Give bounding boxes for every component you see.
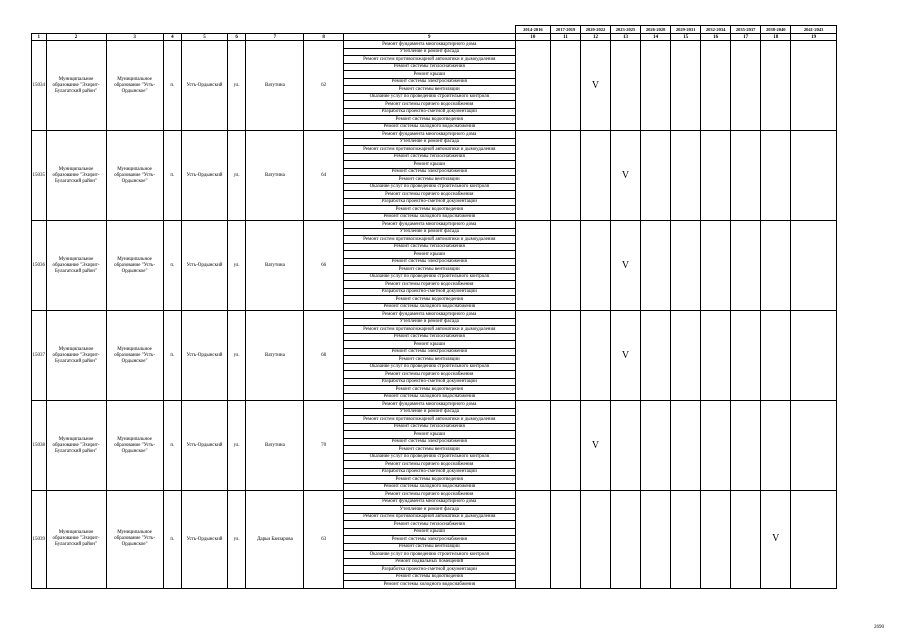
work-item: Ремонт системы электроснабжения: [343, 536, 515, 544]
building-id: 15035: [32, 131, 47, 221]
street-type-cell: ул.: [227, 221, 246, 311]
period-cell: [791, 131, 837, 221]
period-cell: [611, 491, 641, 589]
work-item: Утепление и ремонт фасада: [343, 48, 515, 56]
column-number: 3: [106, 34, 163, 41]
work-item: Ремонт системы горячего водоснабжения: [343, 281, 515, 289]
page-number: 2690: [874, 625, 884, 630]
work-item: Оказание услуг по проведению строительного контроля: [343, 453, 515, 461]
period-cell: [671, 311, 701, 401]
work-item: Ремонт фундамента многоквартирного дома: [343, 311, 515, 319]
period-cell: [701, 221, 731, 311]
street-cell: Ватутина: [246, 221, 304, 311]
period-cell: [581, 311, 611, 401]
period-cell: [791, 221, 837, 311]
period-cell: [515, 41, 550, 131]
work-item: Ремонт системы теплоснабжения: [343, 243, 515, 251]
table-row: [32, 491, 837, 499]
street-cell: Ватутина: [246, 41, 304, 131]
work-item: Ремонт системы горячего водоснабжения: [343, 101, 515, 109]
settlement-cell: Муниципальное образование "Усть-Ордынское": [106, 401, 163, 491]
work-item: Ремонт крыши: [343, 341, 515, 349]
column-number: 1: [32, 34, 47, 41]
column-number: 13: [611, 34, 641, 41]
period-cell: [701, 131, 731, 221]
work-item: Ремонт системы теплоснабжения: [343, 521, 515, 529]
column-number: 9: [343, 34, 515, 41]
period-cell: [731, 401, 761, 491]
street-type-cell: ул.: [227, 401, 246, 491]
work-item: Оказание услуг по проведению строительного контроля: [343, 93, 515, 101]
period-mark: V: [611, 131, 641, 221]
period-cell: [761, 221, 791, 311]
period-header: 2014-2016: [515, 26, 550, 34]
column-number: 18: [761, 34, 791, 41]
header-blank-cell: [246, 26, 304, 34]
period-header: 2029-2031: [671, 26, 701, 34]
settlement-cell: Муниципальное образование "Усть-Ордынское": [106, 311, 163, 401]
locality-cell: Усть-Ордынский: [182, 221, 228, 311]
settlement-cell: Муниципальное образование "Усть-Ордынское": [106, 491, 163, 589]
building-id: 15038: [32, 401, 47, 491]
municipality-cell: Муниципальное образование "Эхирит-Булагатский район": [46, 311, 106, 401]
locality-type-cell: п.: [163, 221, 182, 311]
building-id: 15039: [32, 491, 47, 589]
house-number-cell: 68: [304, 311, 343, 401]
period-cell: [791, 491, 837, 589]
period-cell: [611, 41, 641, 131]
capital-repair-schedule-sheet: [31, 25, 837, 589]
column-number: 19: [791, 34, 837, 41]
locality-type-cell: п.: [163, 41, 182, 131]
municipality-cell: Муниципальное образование "Эхирит-Булагатский район": [46, 401, 106, 491]
work-item: Ремонт системы горячего водоснабжения: [343, 491, 515, 499]
work-item: Ремонт системы вентиляции: [343, 266, 515, 274]
work-item: Ремонт систем противопожарной автоматики и дымоудаления: [343, 326, 515, 334]
locality-type-cell: п.: [163, 491, 182, 589]
house-number-cell: 63: [304, 491, 343, 589]
work-item: Ремонт системы водоотведения: [343, 573, 515, 581]
period-header: 2017-2019: [550, 26, 580, 34]
locality-cell: Усть-Ордынский: [182, 41, 228, 131]
settlement-cell: Муниципальное образование "Усть-Ордынское": [106, 221, 163, 311]
work-item: Ремонт систем противопожарной автоматики и дымоудаления: [343, 236, 515, 244]
work-item: Ремонт фундамента многоквартирного дома: [343, 401, 515, 409]
header-blank-cell: [163, 26, 182, 34]
period-cell: [550, 131, 580, 221]
period-mark: V: [581, 401, 611, 491]
work-item: Ремонт системы теплоснабжения: [343, 153, 515, 161]
work-item: Разработка проектно-сметной документации: [343, 108, 515, 116]
column-number: 5: [182, 34, 228, 41]
period-header-row: [32, 26, 837, 34]
work-item: Утепление и ремонт фасада: [343, 138, 515, 146]
street-cell: Дарьи Банзарова: [246, 491, 304, 589]
work-item: Разработка проектно-сметной документации: [343, 288, 515, 296]
work-item: Ремонт системы горячего водоснабжения: [343, 371, 515, 379]
period-cell: [515, 491, 550, 589]
schedule-table: [31, 25, 837, 589]
work-item: Ремонт систем противопожарной автоматики и дымоудаления: [343, 513, 515, 521]
period-cell: [791, 41, 837, 131]
period-cell: [550, 311, 580, 401]
period-header: 2032-2034: [701, 26, 731, 34]
work-item: Ремонт систем противопожарной автоматики и дымоудаления: [343, 56, 515, 64]
period-cell: [701, 491, 731, 589]
work-item: Ремонт системы холодного водоснабжения: [343, 581, 515, 589]
work-item: Ремонт фундамента многоквартирного дома: [343, 498, 515, 506]
period-mark: V: [611, 221, 641, 311]
period-header: 2038-2040: [761, 26, 791, 34]
work-item: Ремонт крыши: [343, 161, 515, 169]
column-number: 17: [731, 34, 761, 41]
period-cell: [515, 401, 550, 491]
period-cell: [761, 401, 791, 491]
street-cell: Ватутина: [246, 131, 304, 221]
period-cell: [581, 221, 611, 311]
column-number: 7: [246, 34, 304, 41]
period-mark: V: [611, 311, 641, 401]
work-item: Ремонт системы водоотведения: [343, 116, 515, 124]
work-item: Ремонт системы вентиляции: [343, 176, 515, 184]
period-mark: V: [581, 41, 611, 131]
work-item: Ремонт фундамента многоквартирного дома: [343, 41, 515, 49]
work-item: Ремонт системы холодного водоснабжения: [343, 393, 515, 401]
column-number: 10: [515, 34, 550, 41]
work-item: Ремонт системы теплоснабжения: [343, 333, 515, 341]
work-item: Ремонт системы вентиляции: [343, 543, 515, 551]
locality-cell: Усть-Ордынский: [182, 131, 228, 221]
period-cell: [671, 41, 701, 131]
period-cell: [550, 491, 580, 589]
period-cell: [550, 221, 580, 311]
period-cell: [581, 131, 611, 221]
period-cell: [761, 131, 791, 221]
period-cell: [515, 311, 550, 401]
street-type-cell: ул.: [227, 311, 246, 401]
work-item: Ремонт системы теплоснабжения: [343, 423, 515, 431]
work-item: Ремонт крыши: [343, 528, 515, 536]
column-number: 2: [46, 34, 106, 41]
column-number: 4: [163, 34, 182, 41]
work-item: Ремонт системы холодного водоснабжения: [343, 213, 515, 221]
work-item: Утепление и ремонт фасада: [343, 318, 515, 326]
work-item: Оказание услуг по проведению строительного контроля: [343, 183, 515, 191]
period-header: 2035-2037: [731, 26, 761, 34]
work-item: Ремонт крыши: [343, 431, 515, 439]
period-cell: [641, 41, 671, 131]
column-number: 8: [304, 34, 343, 41]
column-number: 15: [671, 34, 701, 41]
work-item: Ремонт системы водоотведения: [343, 296, 515, 304]
work-item: Ремонт системы вентиляции: [343, 86, 515, 94]
work-item: Ремонт системы электроснабжения: [343, 168, 515, 176]
period-header: 2020-2022: [581, 26, 611, 34]
header-blank-cell: [182, 26, 228, 34]
work-item: Ремонт крыши: [343, 71, 515, 79]
work-item: Ремонт систем противопожарной автоматики и дымоудаления: [343, 416, 515, 424]
street-type-cell: ул.: [227, 131, 246, 221]
header-blank-cell: [106, 26, 163, 34]
work-item: Ремонт системы холодного водоснабжения: [343, 303, 515, 311]
table-row: [32, 41, 837, 49]
street-cell: Ватутина: [246, 401, 304, 491]
period-cell: [641, 401, 671, 491]
period-cell: [731, 491, 761, 589]
municipality-cell: Муниципальное образование "Эхирит-Булагатский район": [46, 131, 106, 221]
work-item: Ремонт крыши: [343, 251, 515, 259]
header-blank-cell: [46, 26, 106, 34]
period-cell: [731, 311, 761, 401]
work-item: Разработка проектно-сметной документации: [343, 378, 515, 386]
locality-cell: Усть-Ордынский: [182, 491, 228, 589]
header-blank-cell: [32, 26, 47, 34]
house-number-cell: 62: [304, 41, 343, 131]
period-cell: [731, 221, 761, 311]
column-number: 12: [581, 34, 611, 41]
building-id: 15034: [32, 41, 47, 131]
work-item: Ремонт системы холодного водоснабжения: [343, 123, 515, 131]
settlement-cell: Муниципальное образование "Усть-Ордынское": [106, 41, 163, 131]
settlement-cell: Муниципальное образование "Усть-Ордынское": [106, 131, 163, 221]
table-row: [32, 131, 837, 139]
period-cell: [731, 41, 761, 131]
locality-type-cell: п.: [163, 401, 182, 491]
period-cell: [671, 131, 701, 221]
period-cell: [761, 41, 791, 131]
work-item: Ремонт системы электроснабжения: [343, 438, 515, 446]
work-item: Ремонт системы вентиляции: [343, 446, 515, 454]
locality-type-cell: п.: [163, 131, 182, 221]
work-item: Ремонт системы электроснабжения: [343, 78, 515, 86]
period-cell: [641, 491, 671, 589]
header-blank-cell: [227, 26, 246, 34]
column-number: 14: [641, 34, 671, 41]
column-number: 11: [550, 34, 580, 41]
locality-cell: Усть-Ордынский: [182, 311, 228, 401]
house-number-cell: 66: [304, 221, 343, 311]
work-item: Оказание услуг по проведению строительного контроля: [343, 363, 515, 371]
header-blank-cell: [343, 26, 515, 34]
period-cell: [731, 131, 761, 221]
column-number-row: [32, 34, 837, 41]
period-mark: V: [761, 491, 791, 589]
period-cell: [641, 131, 671, 221]
period-cell: [671, 491, 701, 589]
period-cell: [701, 401, 731, 491]
street-cell: Ватутина: [246, 311, 304, 401]
work-item: Ремонт фундамента многоквартирного дома: [343, 131, 515, 139]
table-row: [32, 401, 837, 409]
period-cell: [611, 401, 641, 491]
municipality-cell: Муниципальное образование "Эхирит-Булагатский район": [46, 221, 106, 311]
work-item: Ремонт системы теплоснабжения: [343, 63, 515, 71]
work-item: Разработка проектно-сметной документации: [343, 468, 515, 476]
work-item: Разработка проектно-сметной документации: [343, 566, 515, 574]
period-header: 2023-2025: [611, 26, 641, 34]
work-item: Ремонт системы горячего водоснабжения: [343, 191, 515, 199]
work-item: Утепление и ремонт фасада: [343, 408, 515, 416]
period-cell: [515, 221, 550, 311]
municipality-cell: Муниципальное образование "Эхирит-Булагатский район": [46, 491, 106, 589]
period-cell: [671, 221, 701, 311]
table-row: [32, 311, 837, 319]
work-item: Оказание услуг по проведению строительного контроля: [343, 273, 515, 281]
period-cell: [791, 311, 837, 401]
work-item: Ремонт системы водоотведения: [343, 476, 515, 484]
street-type-cell: ул.: [227, 491, 246, 589]
work-item: Ремонт системы горячего водоснабжения: [343, 461, 515, 469]
work-item: Ремонт фундамента многоквартирного дома: [343, 221, 515, 229]
municipality-cell: Муниципальное образование "Эхирит-Булагатский район": [46, 41, 106, 131]
period-cell: [701, 311, 731, 401]
period-cell: [671, 401, 701, 491]
period-header: 2041-2043: [791, 26, 837, 34]
locality-type-cell: п.: [163, 311, 182, 401]
work-item: Разработка проектно-сметной документации: [343, 198, 515, 206]
column-number: 6: [227, 34, 246, 41]
work-item: Утепление и ремонт фасада: [343, 506, 515, 514]
period-cell: [581, 491, 611, 589]
period-cell: [550, 41, 580, 131]
period-header: 2026-2028: [641, 26, 671, 34]
period-cell: [791, 401, 837, 491]
work-item: Ремонт системы вентиляции: [343, 356, 515, 364]
work-item: Ремонт подвальных помещений: [343, 558, 515, 566]
table-row: [32, 221, 837, 229]
period-cell: [641, 221, 671, 311]
period-cell: [641, 311, 671, 401]
period-cell: [550, 401, 580, 491]
header-blank-cell: [304, 26, 343, 34]
building-id: 15037: [32, 311, 47, 401]
house-number-cell: 70: [304, 401, 343, 491]
work-item: Утепление и ремонт фасада: [343, 228, 515, 236]
period-cell: [515, 131, 550, 221]
work-item: Ремонт системы электроснабжения: [343, 348, 515, 356]
work-item: Оказание услуг по проведению строительного контроля: [343, 551, 515, 559]
house-number-cell: 64: [304, 131, 343, 221]
work-item: Ремонт системы водоотведения: [343, 206, 515, 214]
building-id: 15036: [32, 221, 47, 311]
period-cell: [701, 41, 731, 131]
locality-cell: Усть-Ордынский: [182, 401, 228, 491]
column-number: 16: [701, 34, 731, 41]
period-cell: [761, 311, 791, 401]
street-type-cell: ул.: [227, 41, 246, 131]
work-item: Ремонт системы электроснабжения: [343, 258, 515, 266]
work-item: Ремонт систем противопожарной автоматики и дымоудаления: [343, 146, 515, 154]
work-item: Ремонт системы холодного водоснабжения: [343, 483, 515, 491]
work-item: Ремонт системы водоотведения: [343, 386, 515, 394]
